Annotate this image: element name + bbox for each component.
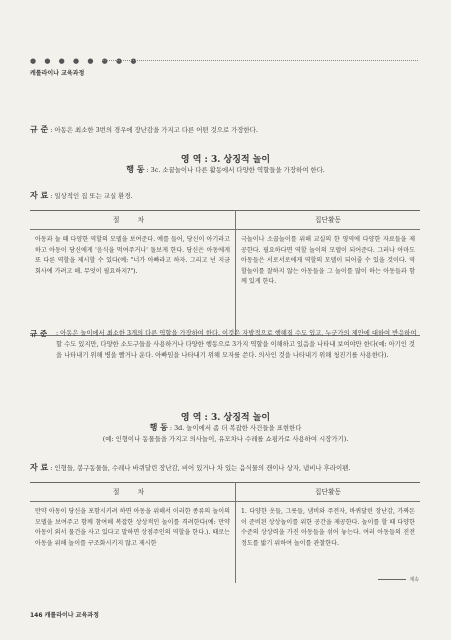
section-1-table (30, 210, 420, 336)
section-1-procedure-text: 아동과 놀 때 다양한 역할의 모델을 보여준다. 예를 들어, 당신이 아기라고 하고 아동이 당신에게 '음식을 먹여주거나' 돌보게 한다. 당신은 아동에게 또 다른 역할을 제시할 수 있다(예: "너가 아빠라고 하자. 그리고 넌 지금 회사에 가려고 해. 무엇이 필요하지?"). (30, 230, 236, 336)
section-2-materials-text: : 인형들, 봉구동물들, 수레나 바퀴달린 장난감, 비어 있거나 차 있는 음식물의 캔이나 상자, 냄비나 후라이팬. (50, 464, 351, 472)
criterion-2-text: : 아동은 놀이에서 최소한 3개의 다른 역할을 가장하여 한다. 이것은 자발적으로 행해질 수도 있고, 누군가의 제안에 대하여 반응하여 할 수도 있지만, 다양한 소도구들을 사용하거나 다양한 행동으로 3가지 역할을 이해하고 있음을 나타내 보여야만 한다(예: 아기인 것을 나타내기 위해 병을 빨거나 운다. 아빠임을 나타내기 위해 모자를 쓴다. 의사인 것을 나타내기 위해 청진기를 사용한다). (56, 330, 417, 359)
section-1-col-group: 집단활동 (236, 211, 421, 230)
section-2-materials (30, 462, 420, 474)
section-2-procedure-text: 만약 아동이 당신을 포함시키려 하면 아동을 위해서 이러한 종류의 놀이의 모델을 보여주고 함께 참여해 복잡한 상상적인 놀이를 격려한다(예: 만약 아동이 외서 물건을 사고 있다고 말하면 상점주인의 역할을 한다.). 때로는 아동을 위해 놀이를 구조화시키지 않고 제시한 (30, 502, 236, 584)
section-1-group-text: 극놀이나 소꿉놀이를 위해 교실의 한 영역에 다양한 자료들을 제공한다. 필요하다면 역할 놀이의 모델이 되어준다. 그러나 아마도 아동들은 서로서로에게 역할의 모델이 되어줄 수 있을 것이다. 역할놀이를 잘하지 않는 아동들을 그 놀이를 많이 하는 아동들과 함께 있게 한다. (236, 230, 421, 336)
section-2-col-procedure: 절 차 (30, 483, 236, 502)
page-footer: 146 캐롤라이나 교육과정 (30, 612, 99, 619)
section-1-title: 영 역 : 3. 상징적 놀이 (180, 155, 271, 165)
section-2-behavior-label: 행 동 (149, 422, 168, 432)
criterion-2 (30, 328, 420, 361)
section-2-table (30, 482, 420, 583)
section-1-materials-label: 자 료 (30, 190, 49, 200)
section-1-materials-text: : 일상적인 집 또는 교실 환경. (50, 192, 133, 200)
header-rule (102, 60, 418, 61)
section-2-behavior (0, 422, 451, 433)
continued-rule (378, 579, 406, 580)
section-1-behavior (0, 164, 451, 175)
section-2-col-group: 집단활동 (236, 483, 421, 502)
section-1-col-procedure: 절 차 (30, 211, 236, 230)
section-2-materials-label: 자 료 (30, 462, 49, 472)
criterion-1 (30, 124, 420, 136)
header-title: 캐롤라이나 교육과정 (30, 70, 85, 77)
continued-label: 계속 (409, 577, 419, 583)
header-dots: ● ● ● ● ● ● ● ● (30, 57, 140, 65)
section-2-title: 영 역 : 3. 상징적 놀이 (180, 413, 271, 423)
criterion-1-label: 규 준 (30, 124, 49, 134)
continued-marker (378, 576, 419, 583)
criterion-1-text: : 아동은 최소한 3번의 경우에 장난감을 가지고 다른 어떤 것으로 가장한다. (50, 126, 258, 134)
section-2-behavior-example: (예: 인형이나 동물들을 가지고 의사놀이, 유모차나 수레를 쇼핑카로 사용하여 시장가기). (102, 435, 349, 443)
section-1-behavior-text: : 3c. 소꿉놀이나 다른 활동에서 다양한 역할들을 가장하여 한다. (146, 166, 325, 174)
section-2-behavior-text: : 3d. 놀이에서 좀 더 복잡한 사건들을 표현한다 (169, 424, 302, 432)
section-1-materials (30, 190, 420, 202)
section-1-behavior-label: 행 동 (126, 164, 145, 174)
section-2-group-text: 1. 다양한 옷들, 그릇들, 냄비와 주전자, 바퀴달린 장난감, 가짜돈이 준비된 상상놀이를 위한 공간을 제공한다. 놀이를 할 때 다양한 수준의 상상력을 가진 아동들을 섞어 놓는다. 여러 아동들의 진전 정도를 밟기 위하여 놀이를 관찰한다. (241, 508, 415, 547)
criterion-2-label: 규 준 (30, 329, 48, 338)
